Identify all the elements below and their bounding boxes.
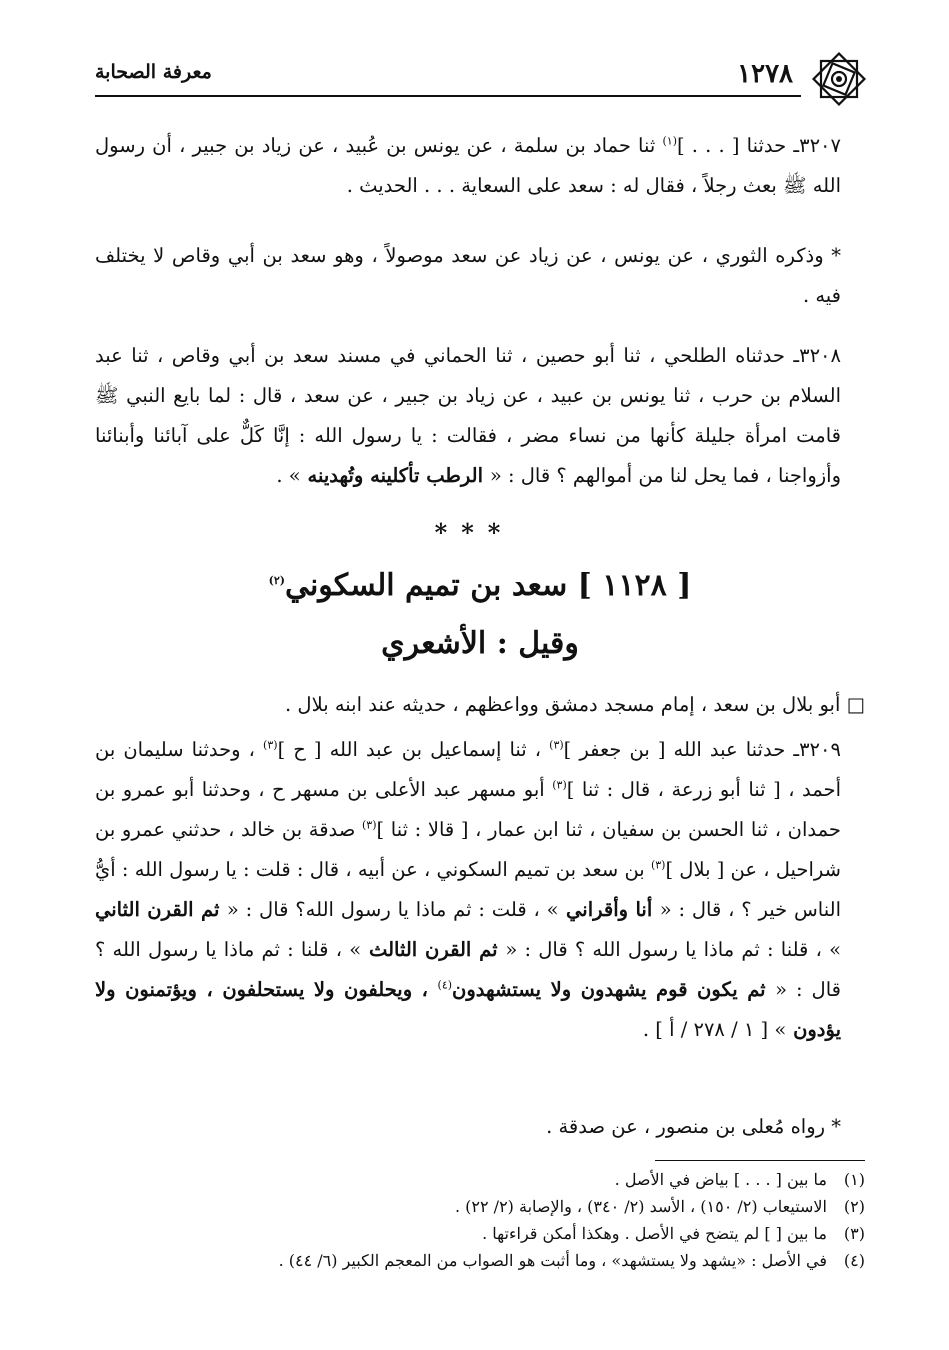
footnote-number: (٤)	[843, 1251, 865, 1270]
text-span: » ، قلت : ثم ماذا يا رسول الله؟ قال : «	[226, 898, 559, 921]
footnote-text: الاستيعاب (٢/ ١٥٠) ، الأسد (٢/ ٣٤٠) ، والإصابة (٢/ ٢٢) .	[454, 1197, 827, 1216]
commentary-note-1	[95, 236, 865, 316]
running-title: معرفة الصحابة	[95, 61, 212, 83]
header-rule	[95, 95, 801, 97]
footnote-text: في الأصل : «يشهد ولا يستشهد» ، وما أثبت هو الصواب من المعجم الكبير (٦/ ٤٤) .	[278, 1251, 827, 1270]
octagram-ornament-icon	[807, 47, 871, 111]
entry-title-text: [ ١١٢٨ ] سعد بن تميم السكوني	[284, 568, 692, 603]
hadith-3208-text: ٣٢٠٨ـ حدثناه الطلحي ، ثنا أبو حصين ، ثنا الحماني في مسند سعد بن أبي وقاص ، ثنا عبد السلام بن حرب ، ثنا يونس بن عبيد ، عن زياد بن جبير ، عن سعد ، قال : لما بايع النبي ﷺ قامت امرأة جليلة كأنها من نساء مضر ، فقالت : يا رسول الله : إنَّا كَلٌّ على آبائنا وأبنائنا وأزواجنا ، فما يحل لنا من أموالهم ؟ قال : «	[95, 344, 841, 487]
footnote-number: (١)	[843, 1170, 865, 1189]
entry-subtitle: وقيل : الأشعري	[381, 626, 579, 661]
entry-title	[95, 564, 865, 608]
biography-line	[95, 685, 865, 725]
text-span: ٣٢٠٩ـ حدثنا عبد الله [ بن جعفر ]	[563, 738, 841, 761]
hadith-3208	[95, 336, 865, 496]
footnote-text: ما بين [ ] لم يتضح في الأصل . وهكذا أمكن قراءتها .	[482, 1224, 827, 1243]
prophetic-quote: ، ويحلفون ولا يستحلفون ، ويؤتمنون ولا يؤدون	[95, 978, 841, 1041]
prophetic-quote: ثم يكون قوم يشهدون ولا يستشهدون	[452, 978, 776, 1001]
text-span: » ، قلنا : ثم ماذا يا رسول الله ؟ قال : «	[505, 938, 841, 961]
footnote-ref: (٣)	[362, 818, 377, 832]
footnote-ref: (٣)	[650, 858, 666, 872]
text-span: ، ثنا إسماعيل بن عبد الله [ ح ]	[277, 738, 550, 761]
commentary-text: * رواه مُعلى بن منصور ، عن صدقة .	[546, 1115, 841, 1138]
footnote-ref: (٣)	[263, 738, 278, 752]
commentary-note-2	[95, 1107, 865, 1147]
hadith-3209	[95, 730, 865, 1050]
commentary-text: * وذكره الثوري ، عن يونس ، عن زياد عن سعد موصولاً ، وهو سعد بن أبي وقاص لا يختلف فيه .	[95, 244, 841, 307]
text-span: » ، قلنا : ثم ماذا يا رسول الله ؟ قال : «	[95, 938, 841, 1001]
prophetic-quote: الرطب تأكلينه وتُهدينه	[300, 464, 490, 487]
footnote-item	[95, 1193, 865, 1220]
footnote-item	[95, 1247, 865, 1274]
hadith-3208-end: » .	[276, 464, 301, 487]
prophetic-quote: أنا وأقراني	[558, 898, 660, 921]
hadith-3207	[95, 126, 865, 206]
hadith-3207-lead: ٣٢٠٧ـ حدثنا [ . . . ]	[677, 134, 841, 157]
footnote-ref: (٣)	[549, 738, 564, 752]
footnote-ref: (١)	[662, 134, 677, 148]
text-span: صدقة بن خالد ، حدثني عمرو بن شراحيل ، عن [ بلال ]	[95, 818, 841, 881]
page-header	[95, 55, 865, 97]
footnote-ref: (٢)	[268, 574, 285, 587]
footnote-text: ما بين [ . . . ] بياض في الأصل .	[614, 1170, 827, 1189]
footnote-number: (٢)	[843, 1197, 865, 1216]
prophetic-quote: ثم القرن الثاني	[95, 898, 227, 921]
text-span: » [ ١ / ٢٧٨ / أ ] .	[642, 1018, 787, 1041]
biography-text: □ أبو بلال بن سعد ، إمام مسجد دمشق وواعظهم ، حديثه عند ابنه بلال .	[285, 693, 865, 716]
footnotes	[95, 1166, 865, 1274]
text-span: ، وحدثنا سليمان بن أحمد ، [ ثنا أبو زرعة ، قال : ثنا ]	[95, 738, 841, 801]
page-number: ١٢٧٨	[737, 59, 793, 89]
footnote-item	[95, 1166, 865, 1193]
footnote-number: (٣)	[843, 1224, 865, 1243]
footnote-ref: (٤)	[437, 978, 453, 992]
text-span: بن سعد بن تميم السكوني ، عن أبيه ، قال : قلت : يا رسول الله : أيُّ الناس خير ؟ ، قال : «	[95, 858, 841, 921]
footnote-item	[95, 1220, 865, 1247]
text-span: أبو مسهر عبد الأعلى بن مسهر ح ، وحدثنا أبو عمرو بن حمدان ، ثنا الحسن بن سفيان ، ثنا ابن عمار ، [ قالا : ثنا ]	[95, 778, 841, 841]
footnote-ref: (٣)	[552, 778, 567, 792]
prophetic-quote: ثم القرن الثالث	[361, 938, 506, 961]
hadith-3207-text: ثنا حماد بن سلمة ، عن يونس بن عُبيد ، عن زياد بن جبير ، أن رسول الله ﷺ بعث رجلاً ، فقال له : سعد على السعاية . . . الحديث .	[95, 134, 841, 197]
section-separator-stars: ***	[434, 518, 515, 547]
footnote-separator	[655, 1160, 865, 1161]
